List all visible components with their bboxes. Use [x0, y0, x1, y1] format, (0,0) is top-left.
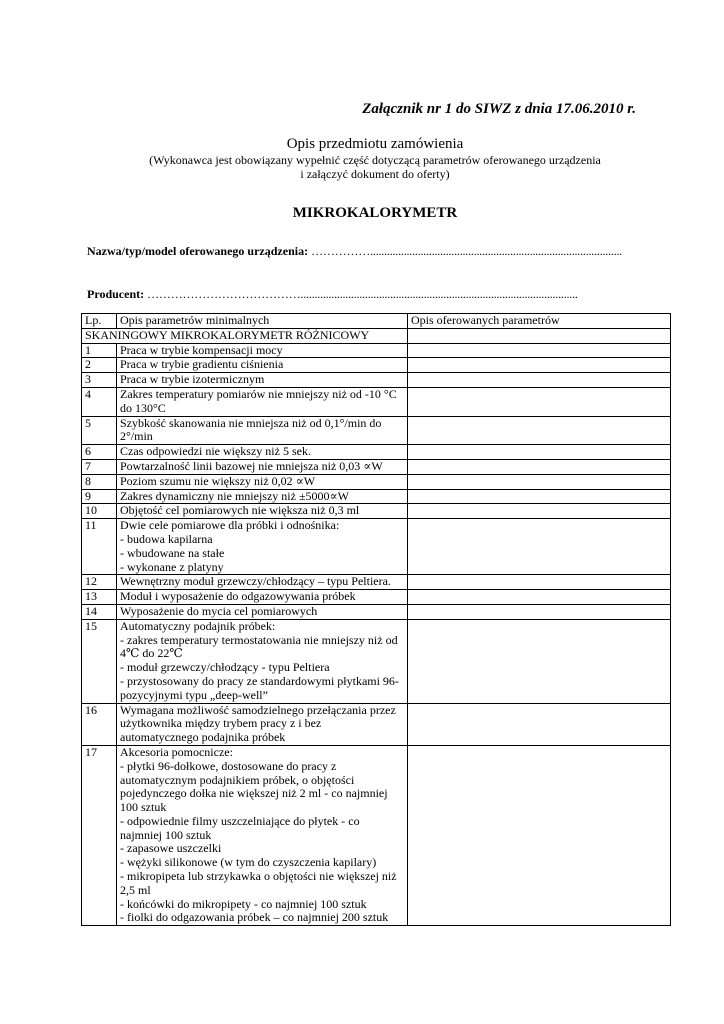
table-row: [82, 416, 671, 445]
row-number: 15: [82, 619, 117, 703]
param-line: Wymagana możliwość samodzielnego przełączania przez: [120, 702, 396, 717]
row-offered-param-cell[interactable]: [408, 387, 671, 416]
row-offered-param-cell[interactable]: [408, 590, 671, 605]
param-line: - odpowiednie filmy uszczelniające do płytek - co: [120, 813, 360, 828]
row-number: 5: [82, 416, 117, 445]
param-line: 100 sztuk: [120, 800, 167, 815]
instruction-note: [80, 153, 670, 181]
param-line: automatycznego podajnika próbek: [120, 730, 286, 745]
row-offered-param-cell[interactable]: [408, 445, 671, 460]
document-title: Opis przedmiotu zamówienia: [286, 136, 464, 152]
param-line: Automatyczny podajnik próbek:: [120, 618, 276, 633]
table-row: [82, 489, 671, 504]
table-row: [82, 703, 671, 745]
param-line: Wyposażenie do mycia cel pomiarowych: [120, 603, 318, 618]
instruction-note-line: i załączyć dokument do oferty): [300, 167, 450, 181]
param-line: Poziom szumu nie większy niż 0,02 ∝W: [120, 473, 316, 488]
param-line: - zakres temperatury termostatowania nie mniejszy niż od: [120, 632, 398, 647]
row-minimal-param: [117, 489, 408, 504]
device-heading: MIKROKALORYMETR: [292, 205, 458, 221]
row-offered-param-cell[interactable]: [408, 619, 671, 703]
row-number: 10: [82, 504, 117, 519]
table-row: [82, 459, 671, 474]
model-field: [87, 244, 622, 259]
row-offered-param-cell[interactable]: [408, 373, 671, 388]
table-row: [82, 604, 671, 619]
param-line: Moduł i wyposażenie do odgazowywania próbek: [120, 589, 356, 604]
table-row: [82, 519, 671, 575]
row-minimal-param: [117, 504, 408, 519]
header-number: Lp.: [82, 314, 117, 329]
model-label: Nazwa/typ/model oferowanego urządzenia:: [87, 244, 309, 258]
table-row: [82, 619, 671, 703]
param-line: - fiolki do odgazowania próbek – co najmniej 200 sztuk: [120, 910, 389, 925]
param-line: Objętość cel pomiarowych nie większa niż 0,3 ml: [120, 503, 360, 518]
table-row: [82, 343, 671, 358]
row-offered-param-cell[interactable]: [408, 459, 671, 474]
table-row: [82, 445, 671, 460]
row-offered-param-cell[interactable]: [408, 358, 671, 373]
producer-field: [87, 287, 578, 302]
model-fill-line[interactable]: ……………..........................................................................................: [311, 244, 623, 258]
param-line: - mikropipeta lub strzykawka o objętości nie większej niż: [120, 869, 397, 884]
param-line: - wężyki silikonowe (w tym do czyszczenia kapilary): [120, 855, 377, 870]
row-minimal-param: [117, 519, 408, 575]
row-number: 9: [82, 489, 117, 504]
param-line: 2°/min: [120, 429, 153, 444]
param-line: - budowa kapilarna: [120, 531, 213, 546]
row-minimal-param: [117, 343, 408, 358]
table-body: [82, 343, 671, 926]
row-number: 12: [82, 575, 117, 590]
param-line: do 130°C: [120, 400, 166, 415]
attachment-reference: Załącznik nr 1 do SIWZ z dnia 17.06.2010 r.: [362, 101, 636, 117]
param-line: użytkownika między trybem pracy z i bez: [120, 716, 322, 731]
row-offered-param-cell[interactable]: [408, 703, 671, 745]
row-offered-param-cell[interactable]: [408, 489, 671, 504]
row-minimal-param: [117, 703, 408, 745]
param-line: 4℃ do 22℃: [120, 646, 183, 661]
param-line: Akcesoria pomocnicze:: [120, 744, 233, 759]
row-minimal-param: [117, 590, 408, 605]
producer-label: Producent:: [87, 287, 145, 301]
row-minimal-param: [117, 373, 408, 388]
param-line: Szybkość skanowania nie mniejsza niż od 0,1°/min do: [120, 415, 382, 430]
row-minimal-param: [117, 619, 408, 703]
row-offered-param-cell[interactable]: [408, 745, 671, 925]
row-offered-param-cell[interactable]: [408, 474, 671, 489]
row-number: 6: [82, 445, 117, 460]
param-line: - moduł grzewczy/chłodzący - typu Peltiera: [120, 660, 330, 675]
row-minimal-param: [117, 474, 408, 489]
row-number: 13: [82, 590, 117, 605]
row-offered-param-cell[interactable]: [408, 575, 671, 590]
row-number: 8: [82, 474, 117, 489]
param-line: - zapasowe uszczelki: [120, 841, 222, 856]
row-number: 3: [82, 373, 117, 388]
row-number: 7: [82, 459, 117, 474]
header-offered-params: Opis oferowanych parametrów: [408, 314, 671, 329]
table-row: [82, 387, 671, 416]
param-line: najmniej 100 sztuk: [120, 827, 212, 842]
row-minimal-param: [117, 358, 408, 373]
row-minimal-param: [117, 604, 408, 619]
param-line: Praca w trybie izotermicznym: [120, 372, 265, 387]
param-line: Zakres dynamiczny nie mniejszy niż ±5000∝W: [120, 488, 349, 503]
param-line: Praca w trybie gradientu ciśnienia: [120, 357, 284, 372]
row-offered-param-cell[interactable]: [408, 504, 671, 519]
table-row: [82, 504, 671, 519]
parameters-table: [81, 313, 671, 926]
param-line: - wykonane z platyny: [120, 559, 224, 574]
row-number: 1: [82, 343, 117, 358]
param-line: Praca w trybie kompensacji mocy: [120, 342, 283, 357]
row-number: 16: [82, 703, 117, 745]
section-offered-cell[interactable]: [408, 328, 671, 343]
row-minimal-param: [117, 575, 408, 590]
row-number: 17: [82, 745, 117, 925]
row-minimal-param: [117, 459, 408, 474]
row-number: 11: [82, 519, 117, 575]
producer-fill-line[interactable]: …………………………………...................................................................................................: [147, 287, 578, 301]
param-line: Wewnętrzny moduł grzewczy/chłodzący – typu Peltiera.: [120, 574, 391, 589]
row-number: 4: [82, 387, 117, 416]
row-offered-param-cell[interactable]: [408, 343, 671, 358]
table-row: [82, 575, 671, 590]
row-offered-param-cell[interactable]: [408, 604, 671, 619]
row-minimal-param: [117, 745, 408, 925]
param-line: Powtarzalność linii bazowej nie mniejsza niż 0,03 ∝W: [120, 458, 383, 473]
table-header-row: [82, 314, 671, 329]
param-line: - płytki 96-dołkowe, dostosowane do pracy z: [120, 758, 337, 773]
param-line: Czas odpowiedzi nie większy niż 5 sek.: [120, 444, 311, 459]
row-minimal-param: [117, 416, 408, 445]
table-row: [82, 590, 671, 605]
table-row: [82, 474, 671, 489]
param-line: - końcówki do mikropipety - co najmniej 100 sztuk: [120, 896, 367, 911]
param-line: - przystosowany do pracy ze standardowymi płytkami 96-: [120, 673, 399, 688]
param-line: pojedynczego dołka nie większej niż 2 ml - co najmniej: [120, 786, 388, 801]
row-minimal-param: [117, 387, 408, 416]
table-row: [82, 745, 671, 925]
row-offered-param-cell[interactable]: [408, 416, 671, 445]
row-minimal-param: [117, 445, 408, 460]
param-line: automatycznym podajnikiem próbek, o objętości: [120, 772, 355, 787]
section-title: SKANINGOWY MIKROKALORYMETR RÓŻNICOWY: [82, 328, 408, 343]
param-line: Dwie cele pomiarowe dla próbki i odnośnika:: [120, 518, 340, 533]
row-offered-param-cell[interactable]: [408, 519, 671, 575]
instruction-note-line: (Wykonawca jest obowiązany wypełnić część dotyczącą parametrów oferowanego urządzenia: [149, 153, 601, 167]
section-row: [82, 328, 671, 343]
row-number: 14: [82, 604, 117, 619]
header-minimal-params: Opis parametrów minimalnych: [117, 314, 408, 329]
param-line: pozycyjnymi typu „deep-well”: [120, 687, 268, 702]
table-row: [82, 358, 671, 373]
param-line: - wbudowane na stałe: [120, 545, 225, 560]
table-row: [82, 373, 671, 388]
param-line: Zakres temperatury pomiarów nie mniejszy niż od -10 °C: [120, 386, 397, 401]
row-number: 2: [82, 358, 117, 373]
param-line: 2,5 ml: [120, 882, 151, 897]
